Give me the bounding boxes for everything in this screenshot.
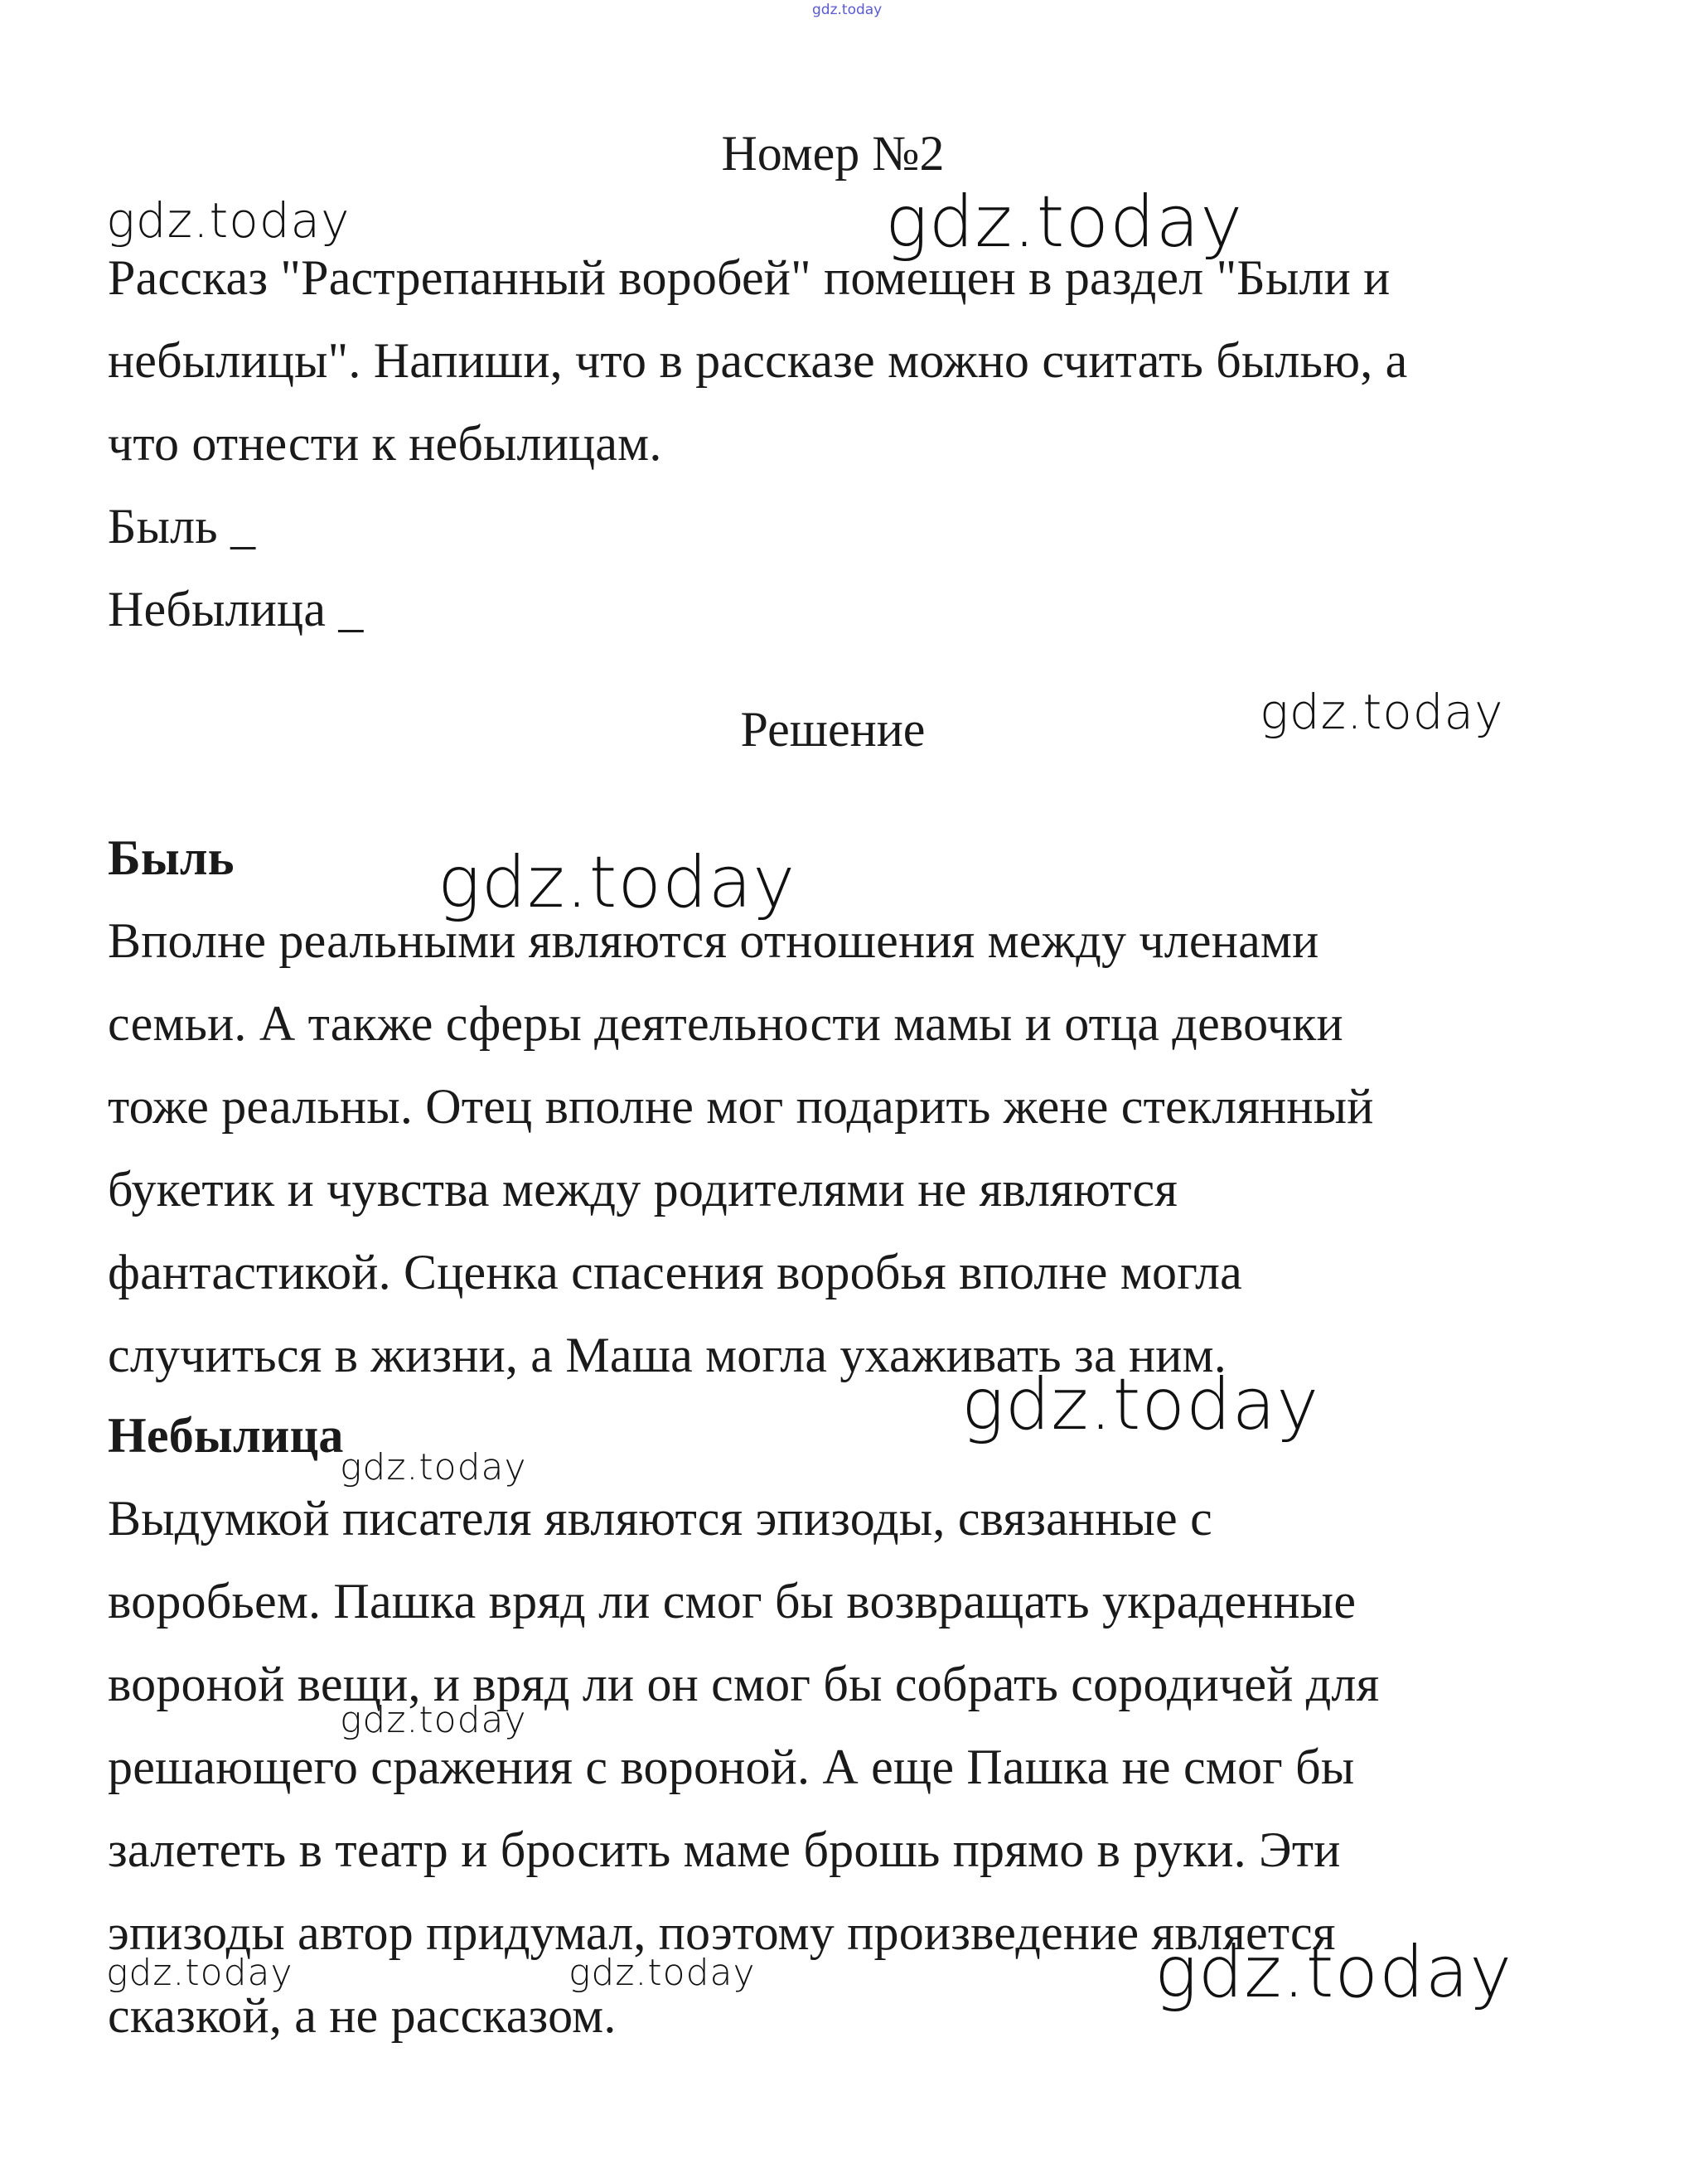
byl-line-3: тоже реальны. Отец вполне мог подарить жене стеклянный bbox=[108, 1079, 1374, 1134]
watermark: gdz.today bbox=[885, 181, 1244, 264]
byl-line-1: Вполне реальными являются отношения между членами bbox=[108, 913, 1319, 968]
task-line-1: Рассказ "Растрепанный воробей" помещен в раздел "Были и bbox=[108, 250, 1391, 305]
watermark: gdz.today bbox=[961, 1363, 1320, 1446]
byl-line-6: случиться в жизни, а Маша могла ухаживать за ним. bbox=[108, 1328, 1227, 1382]
nebylica-line-4: решающего сражения с вороной. А еще Пашка не смог бы bbox=[108, 1740, 1355, 1794]
watermark: gdz.today bbox=[569, 1952, 756, 1994]
nebylica-line-3: вороной вещи, и вряд ли он смог бы собрать сородичей для bbox=[108, 1657, 1380, 1711]
nebylica-line-1: Выдумкой писателя являются эпизоды, связанные с bbox=[108, 1491, 1212, 1546]
byl-heading: Быль bbox=[108, 830, 235, 885]
watermark: gdz.today bbox=[340, 1446, 527, 1488]
watermark: gdz.today bbox=[106, 192, 351, 249]
top-watermark: gdz.today bbox=[812, 2, 883, 18]
nebylica-line-7: сказкой, а не рассказом. bbox=[108, 1988, 617, 2043]
byl-line-4: букетик и чувства между родителями не являются bbox=[108, 1162, 1178, 1217]
watermark: gdz.today bbox=[340, 1699, 527, 1741]
watermark: gdz.today bbox=[438, 841, 796, 924]
byl-prompt: Быль _ bbox=[108, 499, 256, 554]
nebylica-heading: Небылица bbox=[108, 1408, 344, 1463]
watermark: gdz.today bbox=[1154, 1931, 1513, 2014]
byl-line-5: фантастикой. Сценка спасения воробья вполне могла bbox=[108, 1245, 1242, 1299]
solution-heading: Решение bbox=[740, 702, 926, 757]
nebylica-line-5: залететь в театр и бросить маме брошь прямо в руки. Эти bbox=[108, 1822, 1341, 1877]
nebylica-prompt: Небылица _ bbox=[108, 582, 364, 636]
task-line-3: что отнести к небылицам. bbox=[108, 416, 662, 471]
nebylica-line-6: эпизоды автор придумал, поэтому произведение является bbox=[108, 1905, 1336, 1960]
page-title: Номер №2 bbox=[721, 126, 945, 181]
task-line-2: небылицы". Напиши, что в рассказе можно считать былью, а bbox=[108, 333, 1408, 388]
watermark: gdz.today bbox=[1260, 684, 1504, 740]
byl-line-2: семьи. А также сферы деятельности мамы и отца девочки bbox=[108, 996, 1343, 1051]
nebylica-line-2: воробьем. Пашка вряд ли смог бы возвращать украденные bbox=[108, 1574, 1357, 1629]
watermark: gdz.today bbox=[106, 1952, 293, 1994]
